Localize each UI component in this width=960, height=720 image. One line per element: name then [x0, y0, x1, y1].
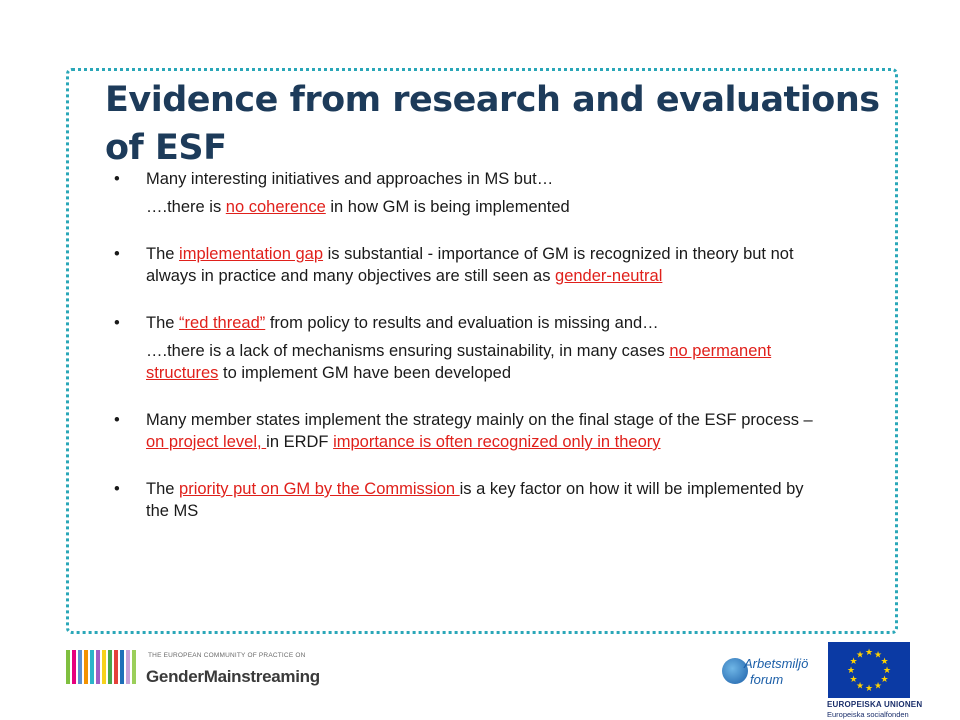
- svg-text:★: ★: [849, 675, 858, 685]
- bullet-text: Many member states implement the strategy mainly on the final stage of the ESF process –: [146, 411, 813, 429]
- svg-text:★: ★: [882, 666, 892, 676]
- bullet-text: is a key factor on how it will be implemented by the MS: [146, 480, 804, 520]
- highlight-only-in-theory: importance is often recognized only in theory: [333, 433, 661, 451]
- gender-mainstreaming-logo: [66, 648, 320, 688]
- bullet-marker: •: [114, 411, 120, 429]
- highlight-red-thread: “red thread”: [179, 314, 266, 332]
- bullet-item-3: [114, 312, 814, 334]
- bullet-text: Many interesting initiatives and approaches in MS but…: [146, 170, 554, 188]
- svg-text:★: ★: [864, 648, 874, 658]
- svg-text:★: ★: [864, 684, 874, 694]
- svg-text:★: ★: [873, 681, 883, 692]
- highlight-no-permanent-structures: no permanent structures: [146, 342, 772, 382]
- af-logo-line1: Arbetsmiljö: [744, 656, 809, 671]
- svg-text:★: ★: [873, 650, 883, 661]
- bullet-text: from policy to results and evaluation is missing and…: [265, 314, 659, 332]
- continuation-text: ….there is a lack of mechanisms ensuring sustainability, in many cases: [146, 342, 670, 360]
- svg-text:★: ★: [846, 666, 856, 676]
- highlight-implementation-gap: implementation gap: [179, 245, 324, 263]
- highlight-commission-priority: priority put on GM by the Commission: [179, 480, 460, 498]
- svg-text:★: ★: [880, 675, 889, 685]
- bullet-list: [114, 168, 814, 522]
- svg-text:★: ★: [849, 657, 858, 667]
- bullet-item-2: [114, 243, 814, 287]
- svg-text:★: ★: [880, 657, 889, 667]
- bullet-continuation: [114, 196, 814, 218]
- bullet-text: The: [146, 480, 180, 498]
- bullet-item-4: [114, 409, 814, 453]
- arbetsmiljoforum-logo: [722, 652, 814, 692]
- continuation-text: in how GM is being implemented: [325, 198, 570, 216]
- eu-flag-icon: [828, 642, 910, 698]
- bullet-marker: •: [114, 170, 120, 188]
- bullet-marker: •: [114, 245, 120, 263]
- gm-logo-caption: THE EUROPEAN COMMUNITY OF PRACTICE ON: [148, 652, 306, 659]
- bullet-marker: •: [114, 480, 120, 498]
- continuation-text: to implement GM have been developed: [218, 364, 512, 382]
- eu-caption-fund: Europeiska socialfonden: [827, 710, 909, 719]
- bullet-text: in ERDF: [266, 433, 334, 451]
- gm-logo-wordmark: GenderMainstreaming: [146, 667, 320, 686]
- svg-text:★: ★: [855, 681, 865, 692]
- bullet-item-5: [114, 478, 814, 522]
- af-logo-line2: forum: [750, 672, 784, 687]
- bullet-text: The: [146, 245, 180, 263]
- bullet-marker: •: [114, 314, 120, 332]
- svg-text:★: ★: [855, 650, 865, 661]
- striped-bars-icon: [66, 650, 136, 684]
- slide-title: Evidence from research and evaluations of ESF: [105, 80, 880, 168]
- highlight-gender-neutral: gender-neutral: [555, 267, 663, 285]
- bullet-item-1: [114, 168, 814, 190]
- bullet-text: is substantial - importance of GM is recognized in theory but not always in practice and many objectives are still seen as: [146, 245, 794, 285]
- continuation-text: ….there is: [146, 198, 226, 216]
- bullet-continuation: [114, 340, 814, 384]
- bullet-text: The: [146, 314, 180, 332]
- highlight-project-level: on project level,: [146, 433, 267, 451]
- highlight-no-coherence: no coherence: [225, 198, 326, 216]
- eu-caption-union: EUROPEISKA UNIONEN: [827, 700, 923, 709]
